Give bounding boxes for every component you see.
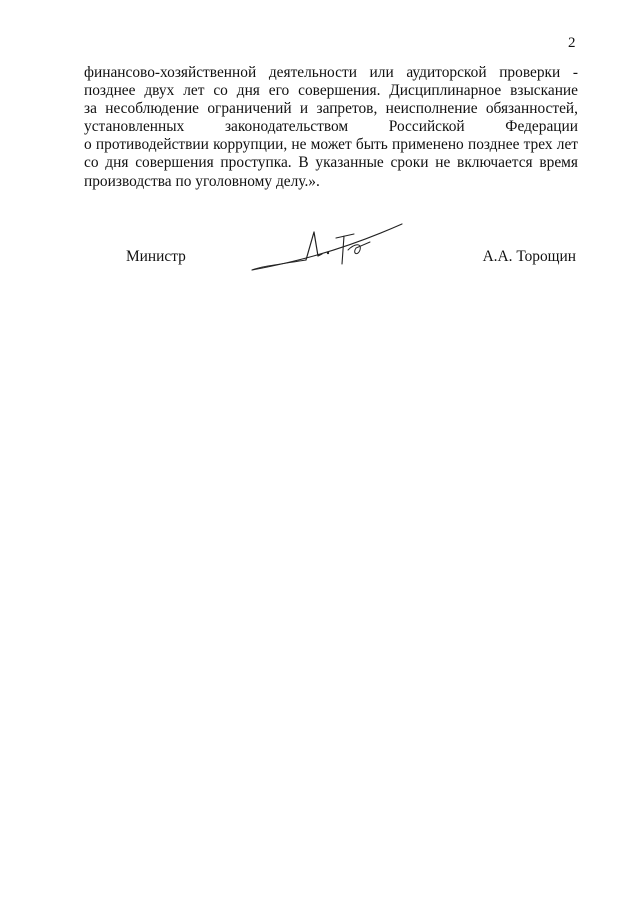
- body-line: со дня совершения проступка. В указанные сроки не включается время: [84, 154, 578, 172]
- signature-image: [244, 220, 409, 280]
- body-line: позднее двух лет со дня его совершения. Дисциплинарное взыскание: [84, 82, 578, 100]
- page-number: 2: [568, 35, 576, 51]
- signature-block: [0, 220, 640, 290]
- body-text: [84, 64, 578, 191]
- position-title: Министр: [126, 248, 186, 265]
- body-line: финансово-хозяйственной деятельности или аудиторской проверки -: [84, 64, 578, 81]
- signer-name: А.А. Торощин: [482, 248, 576, 265]
- body-line: установленных законодательством Российской Федерации: [84, 118, 578, 136]
- body-line: о противодействии коррупции, не может быть применено позднее трех лет: [84, 136, 578, 154]
- body-line: за несоблюдение ограничений и запретов, неисполнение обязанностей,: [84, 100, 578, 118]
- body-line-last: производства по уголовному делу.».: [84, 172, 320, 190]
